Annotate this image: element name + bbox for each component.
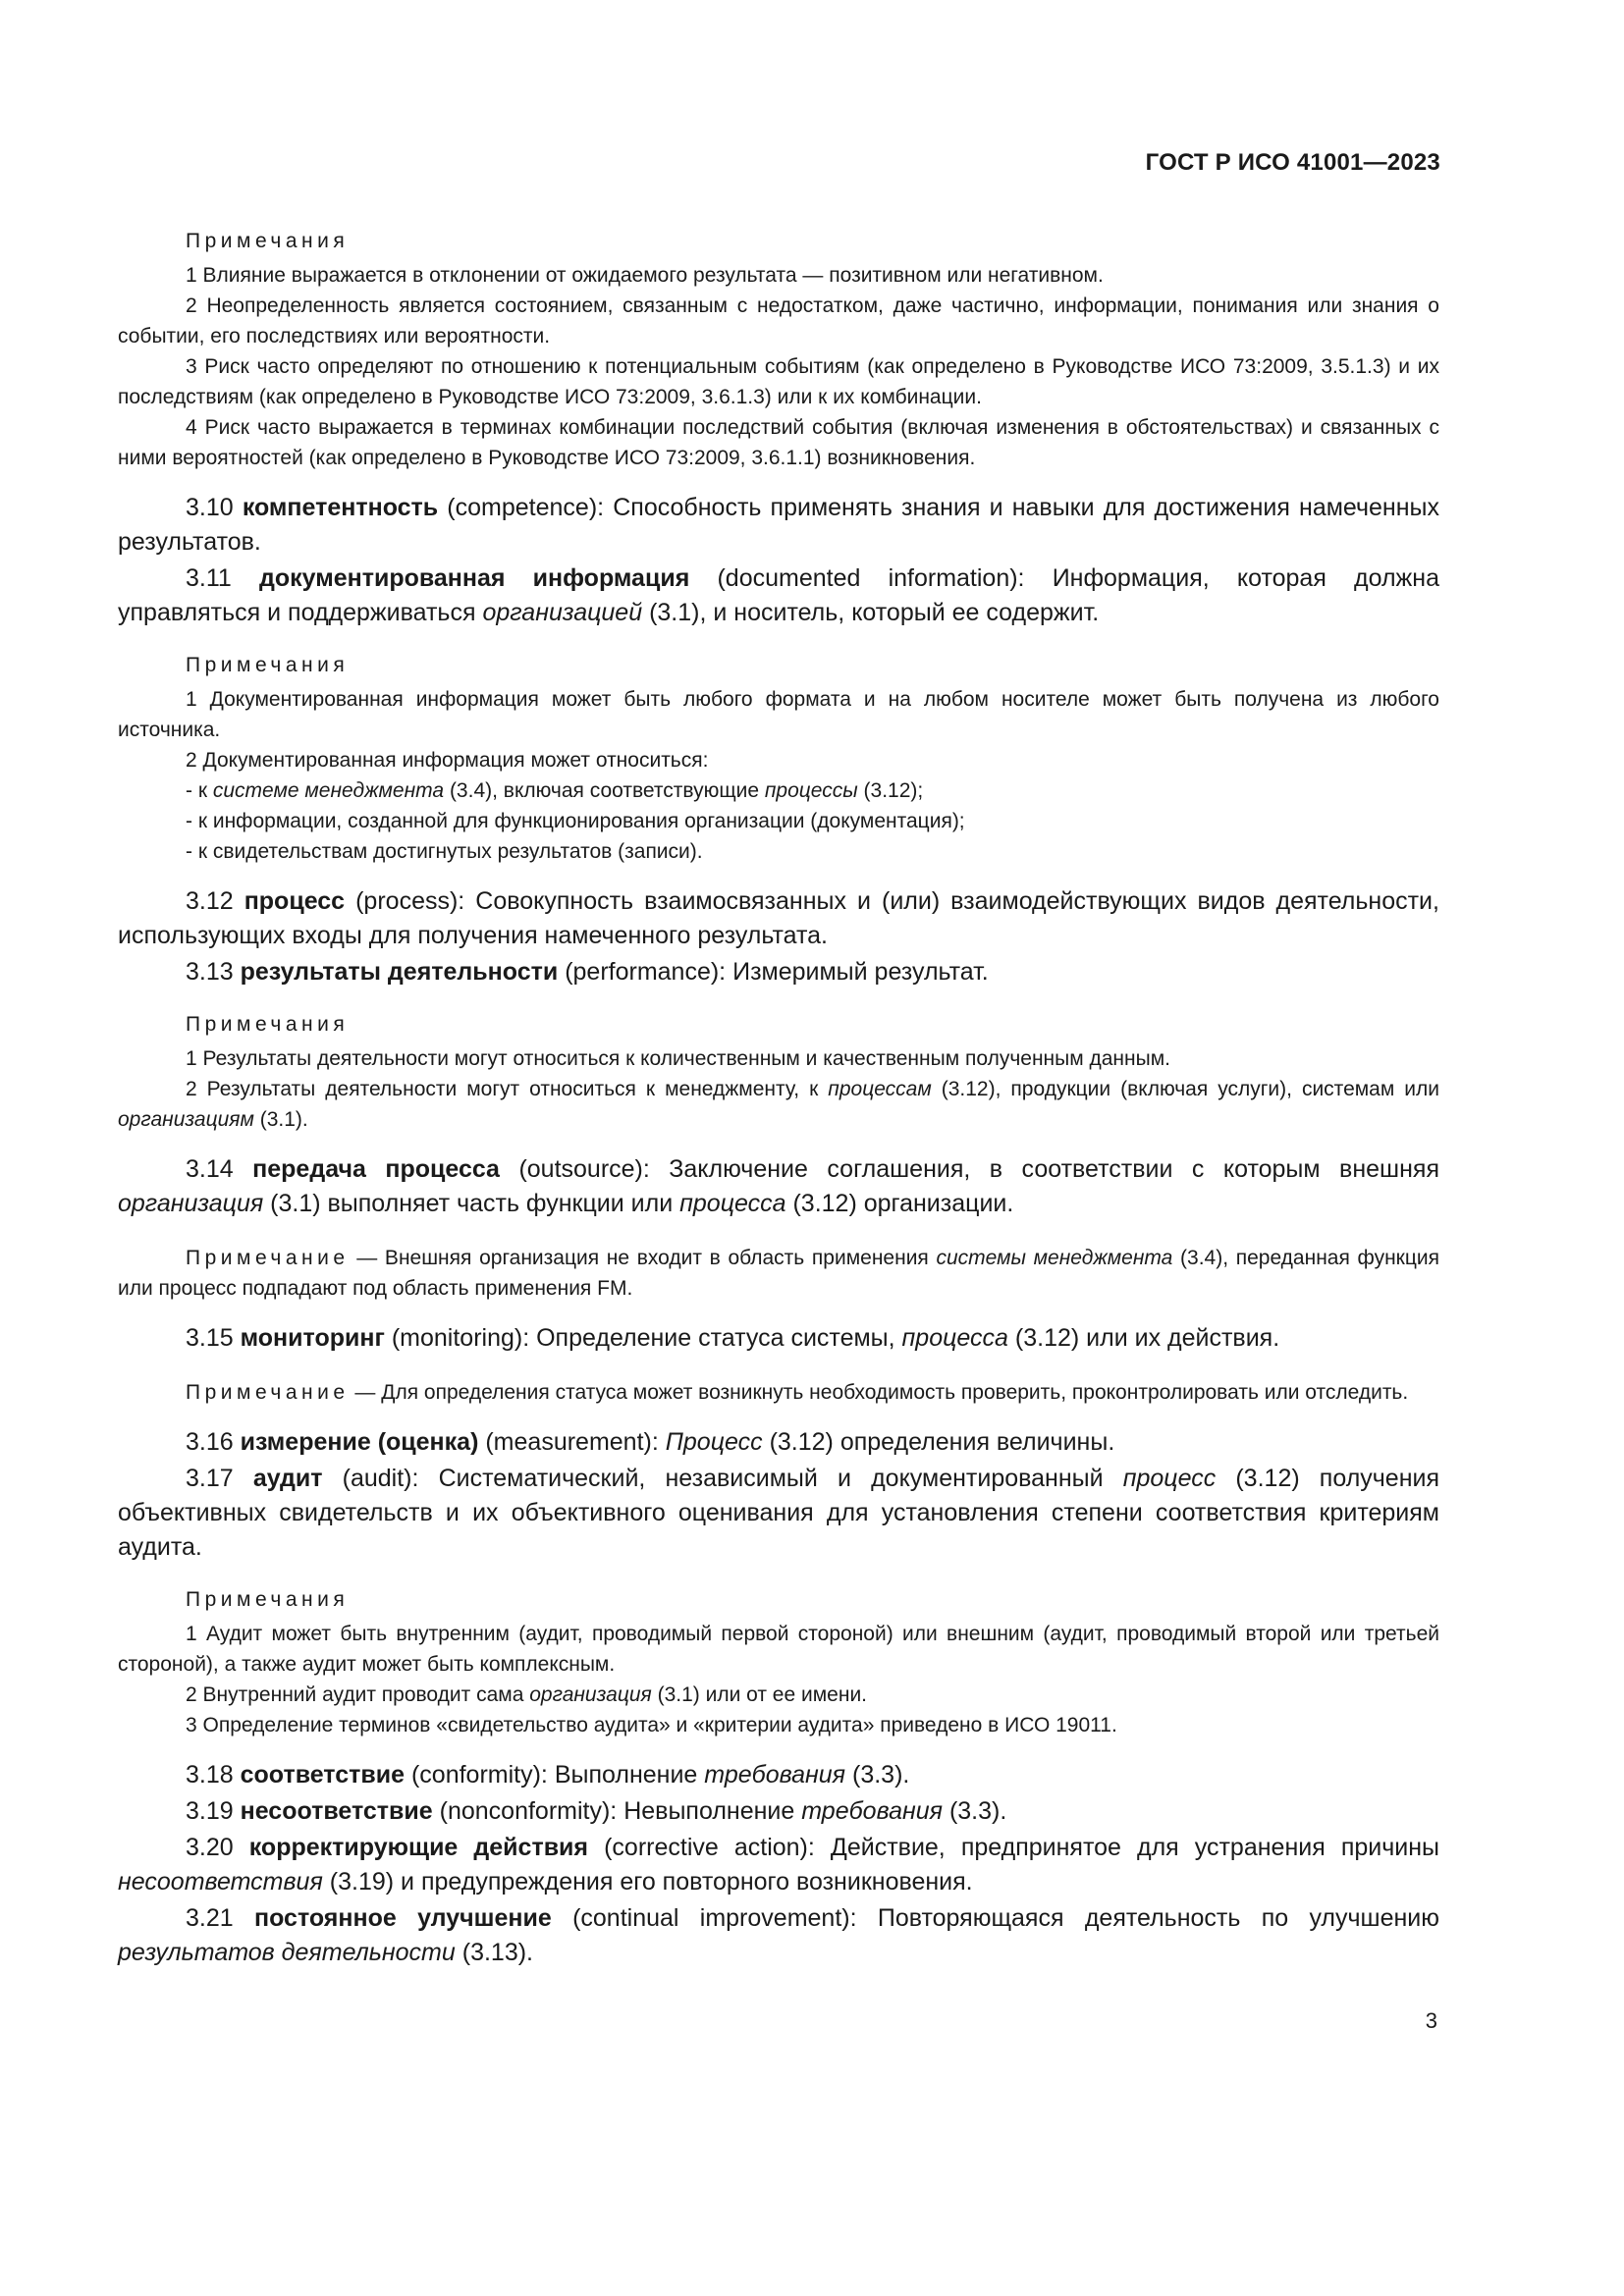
term-name: соответствие [240, 1761, 406, 1789]
term-name: несоответствие [240, 1797, 433, 1825]
term-name: корректирующие действия [248, 1834, 589, 1861]
term-name: документированная информация [258, 564, 690, 592]
term-3-21: 3.21 постоянное улучшение (continual improvement): Повторяющаяся деятельность по улучшению результатов деятельности (3.13). [118, 1904, 1440, 1966]
term-name: аудит [252, 1465, 323, 1492]
term-name: измерение (оценка) [240, 1428, 479, 1456]
note-item: 1 Аудит может быть внутренним (аудит, проводимый первой стороной) или внешним (аудит, проводимый второй или третьей стороной), а также аудит может быть комплексным. [118, 1623, 1439, 1676]
term-name: процесс [244, 887, 346, 915]
note-item: 2 Документированная информация может относиться: [186, 749, 709, 772]
term-3-16: 3.16 измерение (оценка) (measurement): Процесс (3.12) определения величины. [186, 1428, 1115, 1456]
term-name: компетентность [242, 494, 439, 521]
note-item: 1 Документированная информация может быть любого формата и на любом носителе может быть получена из любого источника. [118, 688, 1439, 741]
term-3-17: 3.17 аудит (audit): Систематический, независимый и документированный процесс (3.12) получения объективных свидетельств и их объективного оценивания для установления степени соответствия критериям аудита. [118, 1465, 1440, 1561]
term-3-20: 3.20 корректирующие действия (corrective action): Действие, предпринятое для устранения причины несоответствия (3.19) и предупреждения его повторного возникновения. [118, 1834, 1439, 1896]
note-item: 1 Результаты деятельности могут относиться к количественным и качественным полученным данным. [186, 1047, 1170, 1070]
note-inline: Примечание — Для определения статуса может возникнуть необходимость проверить, проконтролировать или отследить. [186, 1381, 1409, 1404]
document-code: ГОСТ Р ИСО 41001—2023 [1145, 149, 1440, 176]
term-3-18: 3.18 соответствие (conformity): Выполнение требования (3.3). [186, 1761, 910, 1789]
note-bullet: - к системе менеджмента (3.4), включая соответствующие процессы (3.12); [186, 779, 924, 802]
term-3-15: 3.15 мониторинг (monitoring): Определение статуса системы, процесса (3.12) или их действия. [186, 1324, 1280, 1352]
term-reference: организацией [482, 599, 643, 626]
note-inline: Примечание — Внешняя организация не входит в область применения системы менеджмента (3.4), переданная функция или процесс подпадают под область применения FM. [118, 1247, 1439, 1300]
note-bullet: - к свидетельствам достигнутых результатов (записи). [186, 840, 703, 863]
notes-heading: Примечания [186, 1013, 350, 1036]
note-label: Примечание [186, 1381, 350, 1404]
page-content [118, 228, 1439, 1972]
term-3-12: 3.12 процесс (process): Совокупность взаимосвязанных и (или) взаимодействующих видов деятельности, использующих входы для получения намеченного результата. [118, 887, 1439, 949]
term-name: результаты деятельности [240, 958, 559, 986]
page-number: 3 [1425, 2008, 1437, 2033]
note-item: 3 Определение терминов «свидетельство аудита» и «критерии аудита» приведено в ИСО 19011. [186, 1714, 1117, 1736]
term-3-11: 3.11 документированная информация (documented information): Информация, которая должна управляться и поддерживаться организацией (3.1), и носитель, который ее содержит. [118, 564, 1439, 626]
note-item: 2 Результаты деятельности могут относиться к менеджменту, к процессам (3.12), продукции (включая услуги), системам или организациям (3.1). [118, 1078, 1440, 1131]
note-label: Примечание [186, 1247, 350, 1269]
notes-block [118, 1011, 1439, 1135]
notes-heading: Примечания [186, 654, 350, 676]
term-name: постоянное улучшение [254, 1904, 552, 1932]
note-bullet: - к информации, созданной для функционирования организации (документация); [186, 810, 965, 832]
term-name: передача процесса [252, 1155, 500, 1183]
notes-block [118, 228, 1439, 473]
notes-block [118, 1586, 1439, 1740]
note-item: 3 Риск часто определяют по отношению к потенциальным событиям (как определено в Руководстве ИСО 73:2009, 3.5.1.3) и их последствиям (как определено в Руководстве ИСО 73:2009, 3.6.1.3) или к их комбинации. [118, 355, 1439, 408]
notes-heading: Примечания [186, 230, 350, 252]
notes-heading: Примечания [186, 1588, 350, 1611]
term-3-13: 3.13 результаты деятельности (performance): Измеримый результат. [186, 958, 989, 986]
note-item: 1 Влияние выражается в отклонении от ожидаемого результата — позитивном или негативном. [186, 264, 1104, 287]
notes-block [118, 652, 1439, 867]
term-3-10: 3.10 компетентность (competence): Способность применять знания и навыки для достижения намеченных результатов. [118, 494, 1440, 556]
term-3-19: 3.19 несоответствие (nonconformity): Невыполнение требования (3.3). [186, 1797, 1007, 1825]
note-item: 4 Риск часто выражается в терминах комбинации последствий события (включая изменения в обстоятельствах) и связанных с ними вероятностей (как определено в Руководстве ИСО 73:2009, 3.6.1.1) возникновения. [118, 416, 1439, 469]
term-name: мониторинг [240, 1324, 385, 1352]
term-3-14: 3.14 передача процесса (outsource): Заключение соглашения, в соответствии с которым внешняя организация (3.1) выполняет часть функции или процесса (3.12) организации. [118, 1155, 1439, 1217]
note-item: 2 Внутренний аудит проводит сама организация (3.1) или от ее имени. [186, 1683, 868, 1706]
note-item: 2 Неопределенность является состоянием, связанным с недостатком, даже частично, информации, понимания или знания о событии, его последствиях или вероятности. [118, 294, 1439, 347]
